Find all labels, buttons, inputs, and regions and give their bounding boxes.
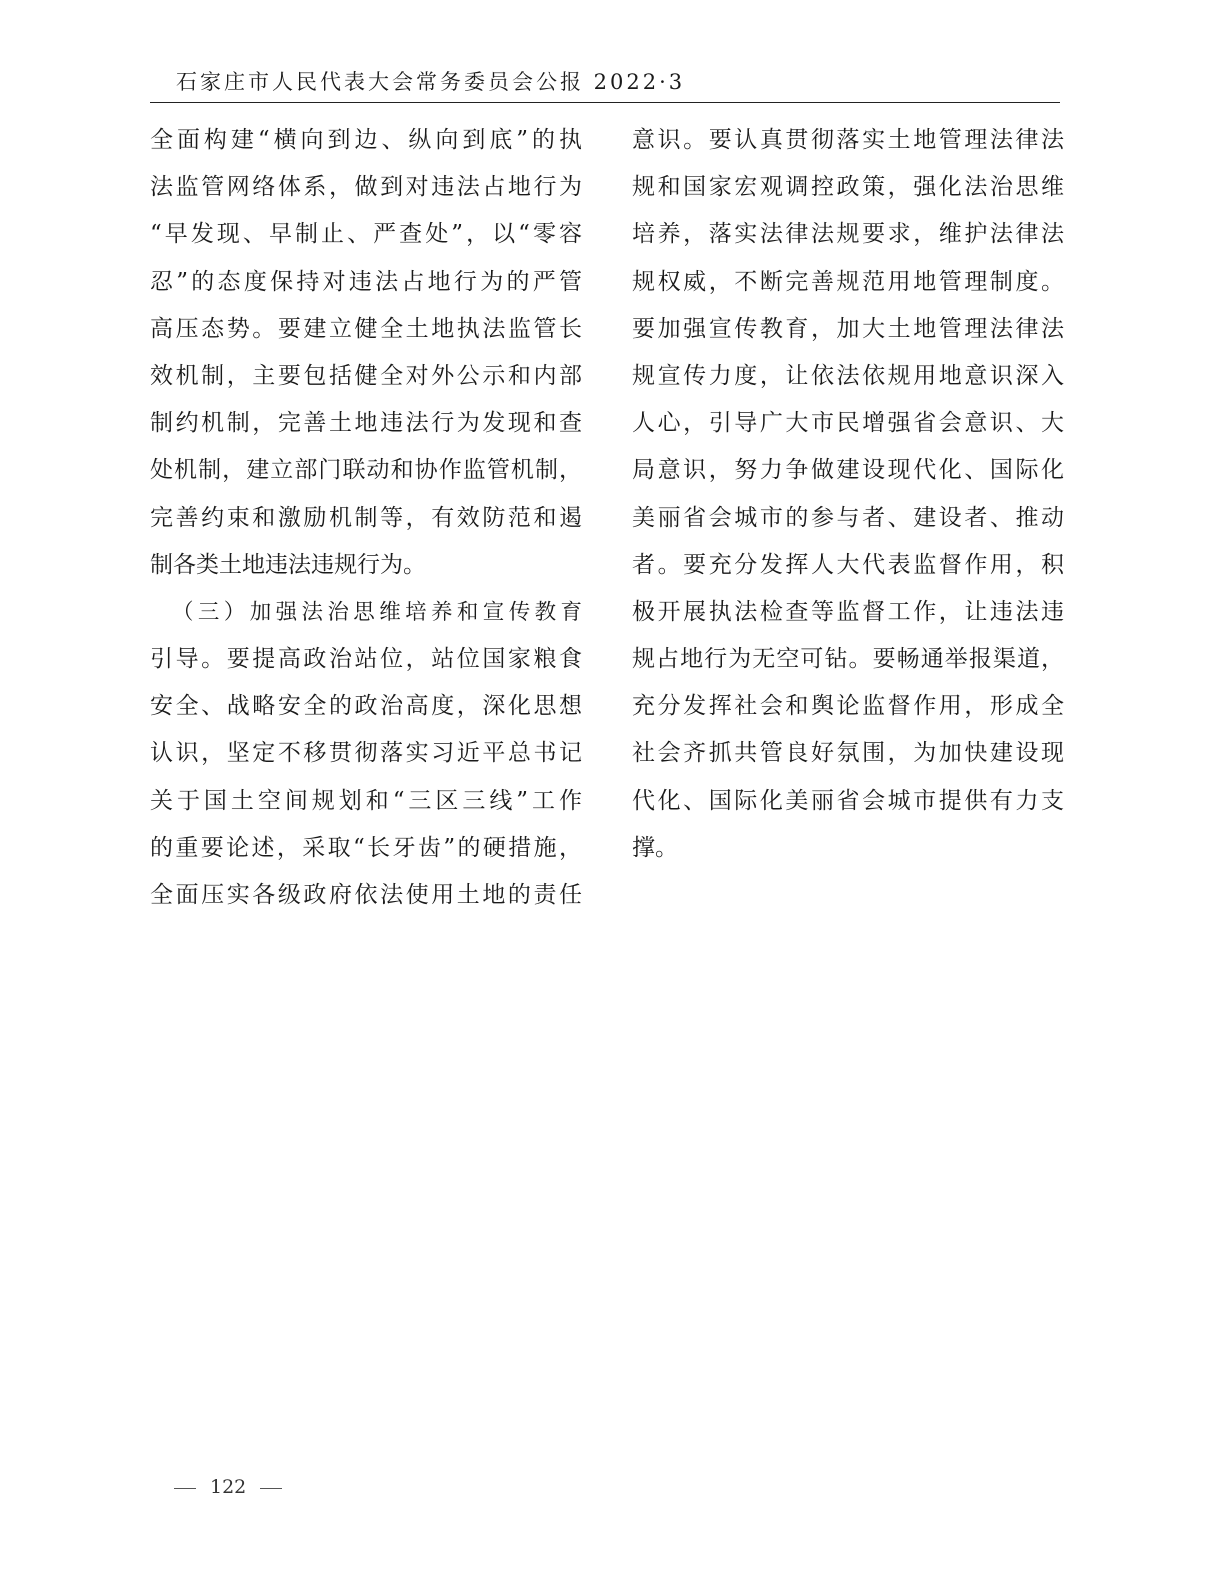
text-line: 全面压实各级政府依法使用土地的责任 (150, 882, 582, 908)
text-line: 意识。要认真贯彻落实土地管理法律法 (632, 127, 1064, 153)
text-line: 培养，落实法律法规要求，维护法律法 (632, 221, 1064, 248)
text-line: 美丽省会城市的参与者、建设者、推动 (632, 504, 1064, 531)
text-line: 代化、国际化美丽省会城市提供有力支 (632, 787, 1064, 814)
text-line: 忍”的态度保持对违法占地行为的严管 (150, 268, 582, 295)
right-dash (260, 1488, 282, 1489)
text-line: 法监管网络体系，做到对违法占地行为 (150, 174, 582, 201)
text-line: 局意识，努力争做建设现代化、国际化 (632, 457, 1064, 484)
text-line: 效机制，主要包括健全对外公示和内部 (150, 362, 582, 389)
section-subheading: （三）加强法治思维培养和宣传教育 (172, 599, 582, 625)
text-line: 要加强宣传教育，加大土地管理法律法 (632, 315, 1064, 342)
text-line: “早发现、早制止、严查处”，以“零容 (150, 221, 582, 248)
text-line: 极开展执法检查等监督工作，让违法违 (632, 598, 1064, 625)
text-line: 完善约束和激励机制等，有效防范和遏 (150, 504, 582, 531)
text-line: 制约机制，完善土地违法行为发现和查 (150, 410, 582, 437)
text-line: 规宣传力度，让依法依规用地意识深入 (632, 362, 1064, 389)
text-line: 全面构建“横向到边、纵向到底”的执 (150, 127, 582, 153)
left-dash (174, 1488, 196, 1489)
page-number: 122 (210, 1476, 247, 1498)
text-line: 关于国土空间规划和“三区三线”工作 (150, 787, 582, 814)
text-line: 社会齐抓共管良好氛围，为加快建设现 (632, 740, 1064, 767)
text-line: 安全、战略安全的政治高度，深化思想 (150, 693, 582, 720)
right-column (632, 117, 1064, 872)
header-divider (150, 102, 1060, 103)
text-line: 充分发挥社会和舆论监督作用，形成全 (632, 693, 1064, 720)
text-line: 撑。 (632, 834, 678, 861)
left-column (150, 117, 582, 919)
text-line: 者。要充分发挥人大代表监督作用，积 (632, 551, 1064, 578)
text-line: 的重要论述，采取“长牙齿”的硬措施， (150, 834, 582, 861)
page-number-footer (160, 1476, 296, 1498)
running-header: 石家庄市人民代表大会常务委员会公报 2022·3 (176, 70, 686, 94)
text-line: 人心，引导广大市民增强省会意识、大 (632, 410, 1064, 437)
text-line: 制各类土地违法违规行为。 (150, 551, 426, 578)
text-line: 规权威，不断完善规范用地管理制度。 (632, 268, 1064, 295)
text-line: 引导。要提高政治站位，站位国家粮食 (150, 646, 582, 673)
text-line: 高压态势。要建立健全土地执法监管长 (150, 315, 582, 342)
text-line: 处机制，建立部门联动和协作监管机制， (150, 457, 582, 484)
text-line: 规和国家宏观调控政策，强化法治思维 (632, 174, 1064, 201)
text-line: 认识，坚定不移贯彻落实习近平总书记 (150, 740, 582, 767)
text-line: 规占地行为无空可钻。要畅通举报渠道， (632, 646, 1064, 673)
